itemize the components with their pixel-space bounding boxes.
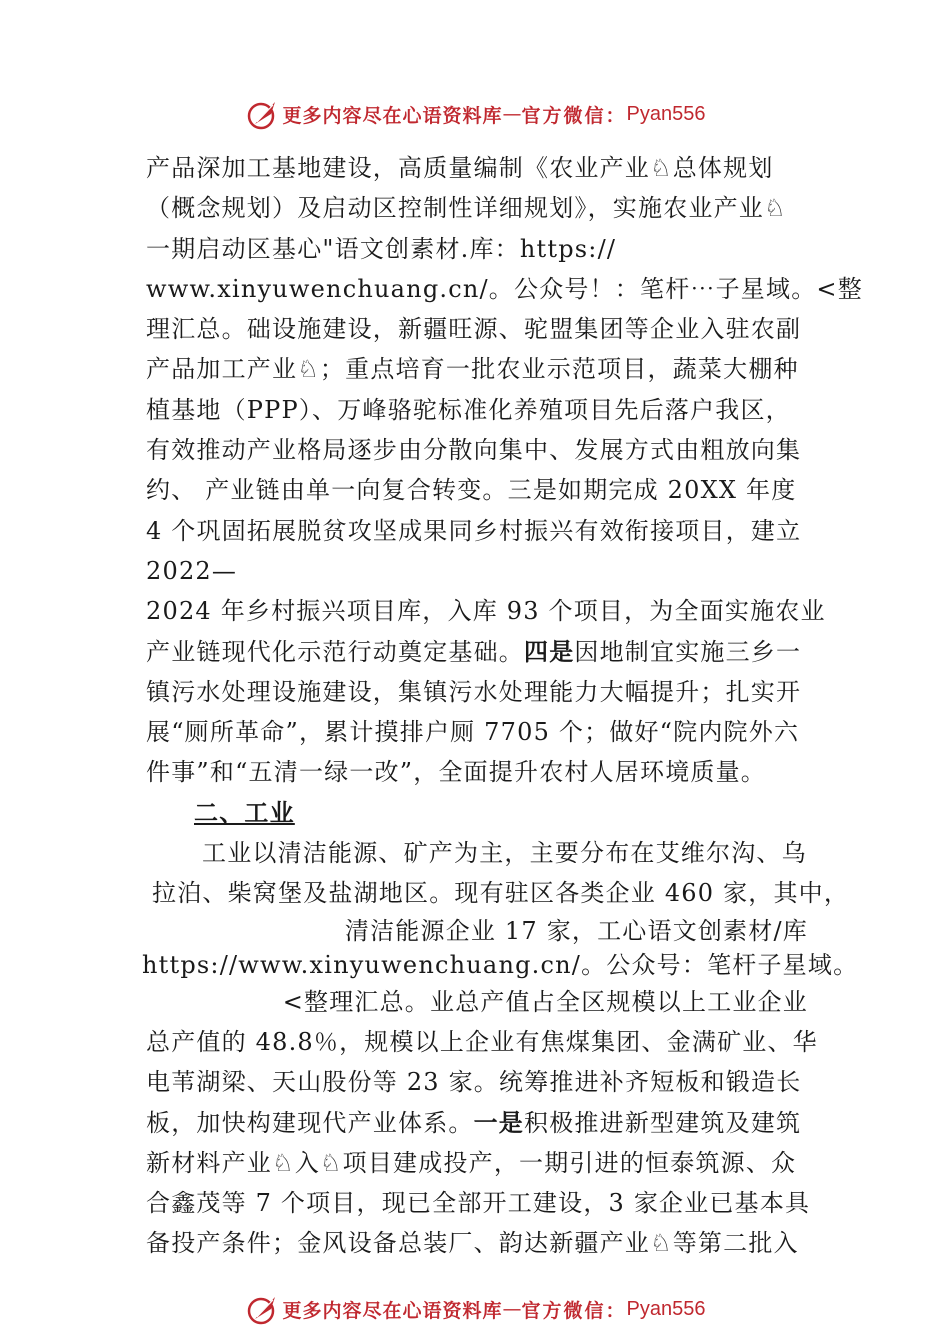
text-run: 板，加快构建现代产业体系。 xyxy=(146,1108,474,1137)
text-line: 电苇湖梁、天山股份等 23 家。统筹推进补齐短板和锻造长 xyxy=(146,1068,802,1097)
text-line: 2024 年乡村振兴项目库，入库 93 个项目，为全面实施农业 xyxy=(146,597,826,626)
brand-name: 更多内容尽在心语资料库 xyxy=(282,104,503,127)
wechat-label: 官方微信： xyxy=(521,1299,627,1322)
emphasis-lead: 四是 xyxy=(524,636,575,666)
text-line: 产品深加工基地建设，高质量编制《农业产业♘总体规划 xyxy=(146,154,774,182)
section-heading: 二、工业 xyxy=(194,797,295,827)
text-line: 备投产条件；金风设备总装厂、韵达新疆产业♘等第二批入 xyxy=(146,1229,799,1258)
text-line: 约、 产业链由单一向复合转变。三是如期完成 20XX 年度 xyxy=(146,476,797,505)
text-run: 产业链现代化示范行动奠定基础。 xyxy=(146,637,524,666)
text-line xyxy=(146,632,808,672)
text-line xyxy=(146,1103,808,1143)
wechat-id: Pyan556 xyxy=(626,1297,706,1320)
text-line: 清洁能源企业 17 家，工心语文创素材/库 xyxy=(344,916,808,945)
header-banner xyxy=(0,92,950,136)
text-run: 因地制宜实施三乡一 xyxy=(574,637,802,666)
text-line: 合鑫茂等 7 个项目，现已全部开工建设，3 家企业已基本具 xyxy=(146,1189,811,1218)
text-line: 植基地（PPP）、万峰骆驼标准化养殖项目先后落户我区， xyxy=(146,395,791,424)
text-run: 积极推进新型建筑及建筑 xyxy=(524,1108,802,1137)
brand-name: 更多内容尽在心语资料库 xyxy=(282,1299,503,1322)
text-line: <整理汇总。业总产值占全区规模以上工业企业 xyxy=(282,987,808,1016)
text-line: 一期启动区基心"语文创素材.库：https:// xyxy=(146,234,617,263)
text-line: 新材料产业♘入♘项目建成投产，一期引进的恒泰筑源、众 xyxy=(146,1148,797,1177)
text-line: 产品加工产业♘；重点培育一批农业示范项目，蔬菜大棚种 xyxy=(146,355,799,384)
quill-logo-icon xyxy=(245,96,281,132)
text-line: 件事”和“五清一绿一改”，全面提升农村人居环境质量。 xyxy=(146,758,767,787)
text-line: 拉泊、柴窝堡及盐湖地区。现有驻区各类企业 460 家，其中， xyxy=(152,879,850,908)
text-line: 有效推动产业格局逐步由分散向集中、发展方式由粗放向集 xyxy=(146,436,802,465)
text-line: www.xinyuwenchuang.cn/。公众号！：笔杆⋯子星域。<整 xyxy=(146,274,863,303)
wechat-id: Pyan556 xyxy=(626,102,706,125)
text-line: （概念规划）及启动区控制性详细规划》，实施农业产业♘ xyxy=(146,194,787,223)
emphasis-lead: 一是 xyxy=(473,1107,525,1137)
footer-banner xyxy=(0,1287,950,1331)
text-line: 展“厕所革命”，累计摸排户厕 7705 个；做好“院内院外六 xyxy=(146,718,800,747)
separator: — xyxy=(502,1298,522,1320)
quill-logo-icon xyxy=(245,1291,281,1327)
document-body xyxy=(142,148,863,1264)
text-line: https://www.xinyuwenchuang.cn/。公众号：笔杆子星域。 xyxy=(142,950,859,979)
text-line: 2022— xyxy=(146,556,238,585)
text-line: 4 个巩固拓展脱贫攻坚成果同乡村振兴有效衔接项目，建立 xyxy=(146,516,802,545)
wechat-label: 官方微信： xyxy=(521,104,627,127)
text-line: 理汇总。础设施建设，新疆旺源、驼盟集团等企业入驻农副 xyxy=(146,315,802,344)
text-line: 镇污水处理设施建设，集镇污水处理能力大幅提升；扎实开 xyxy=(146,677,802,706)
text-line: 工业以清洁能源、矿产为主，主要分布在艾维尔沟、乌 xyxy=(202,839,807,868)
separator: — xyxy=(502,103,522,125)
text-line: 总产值的 48.8％，规模以上企业有焦煤集团、金满矿业、华 xyxy=(146,1027,818,1056)
